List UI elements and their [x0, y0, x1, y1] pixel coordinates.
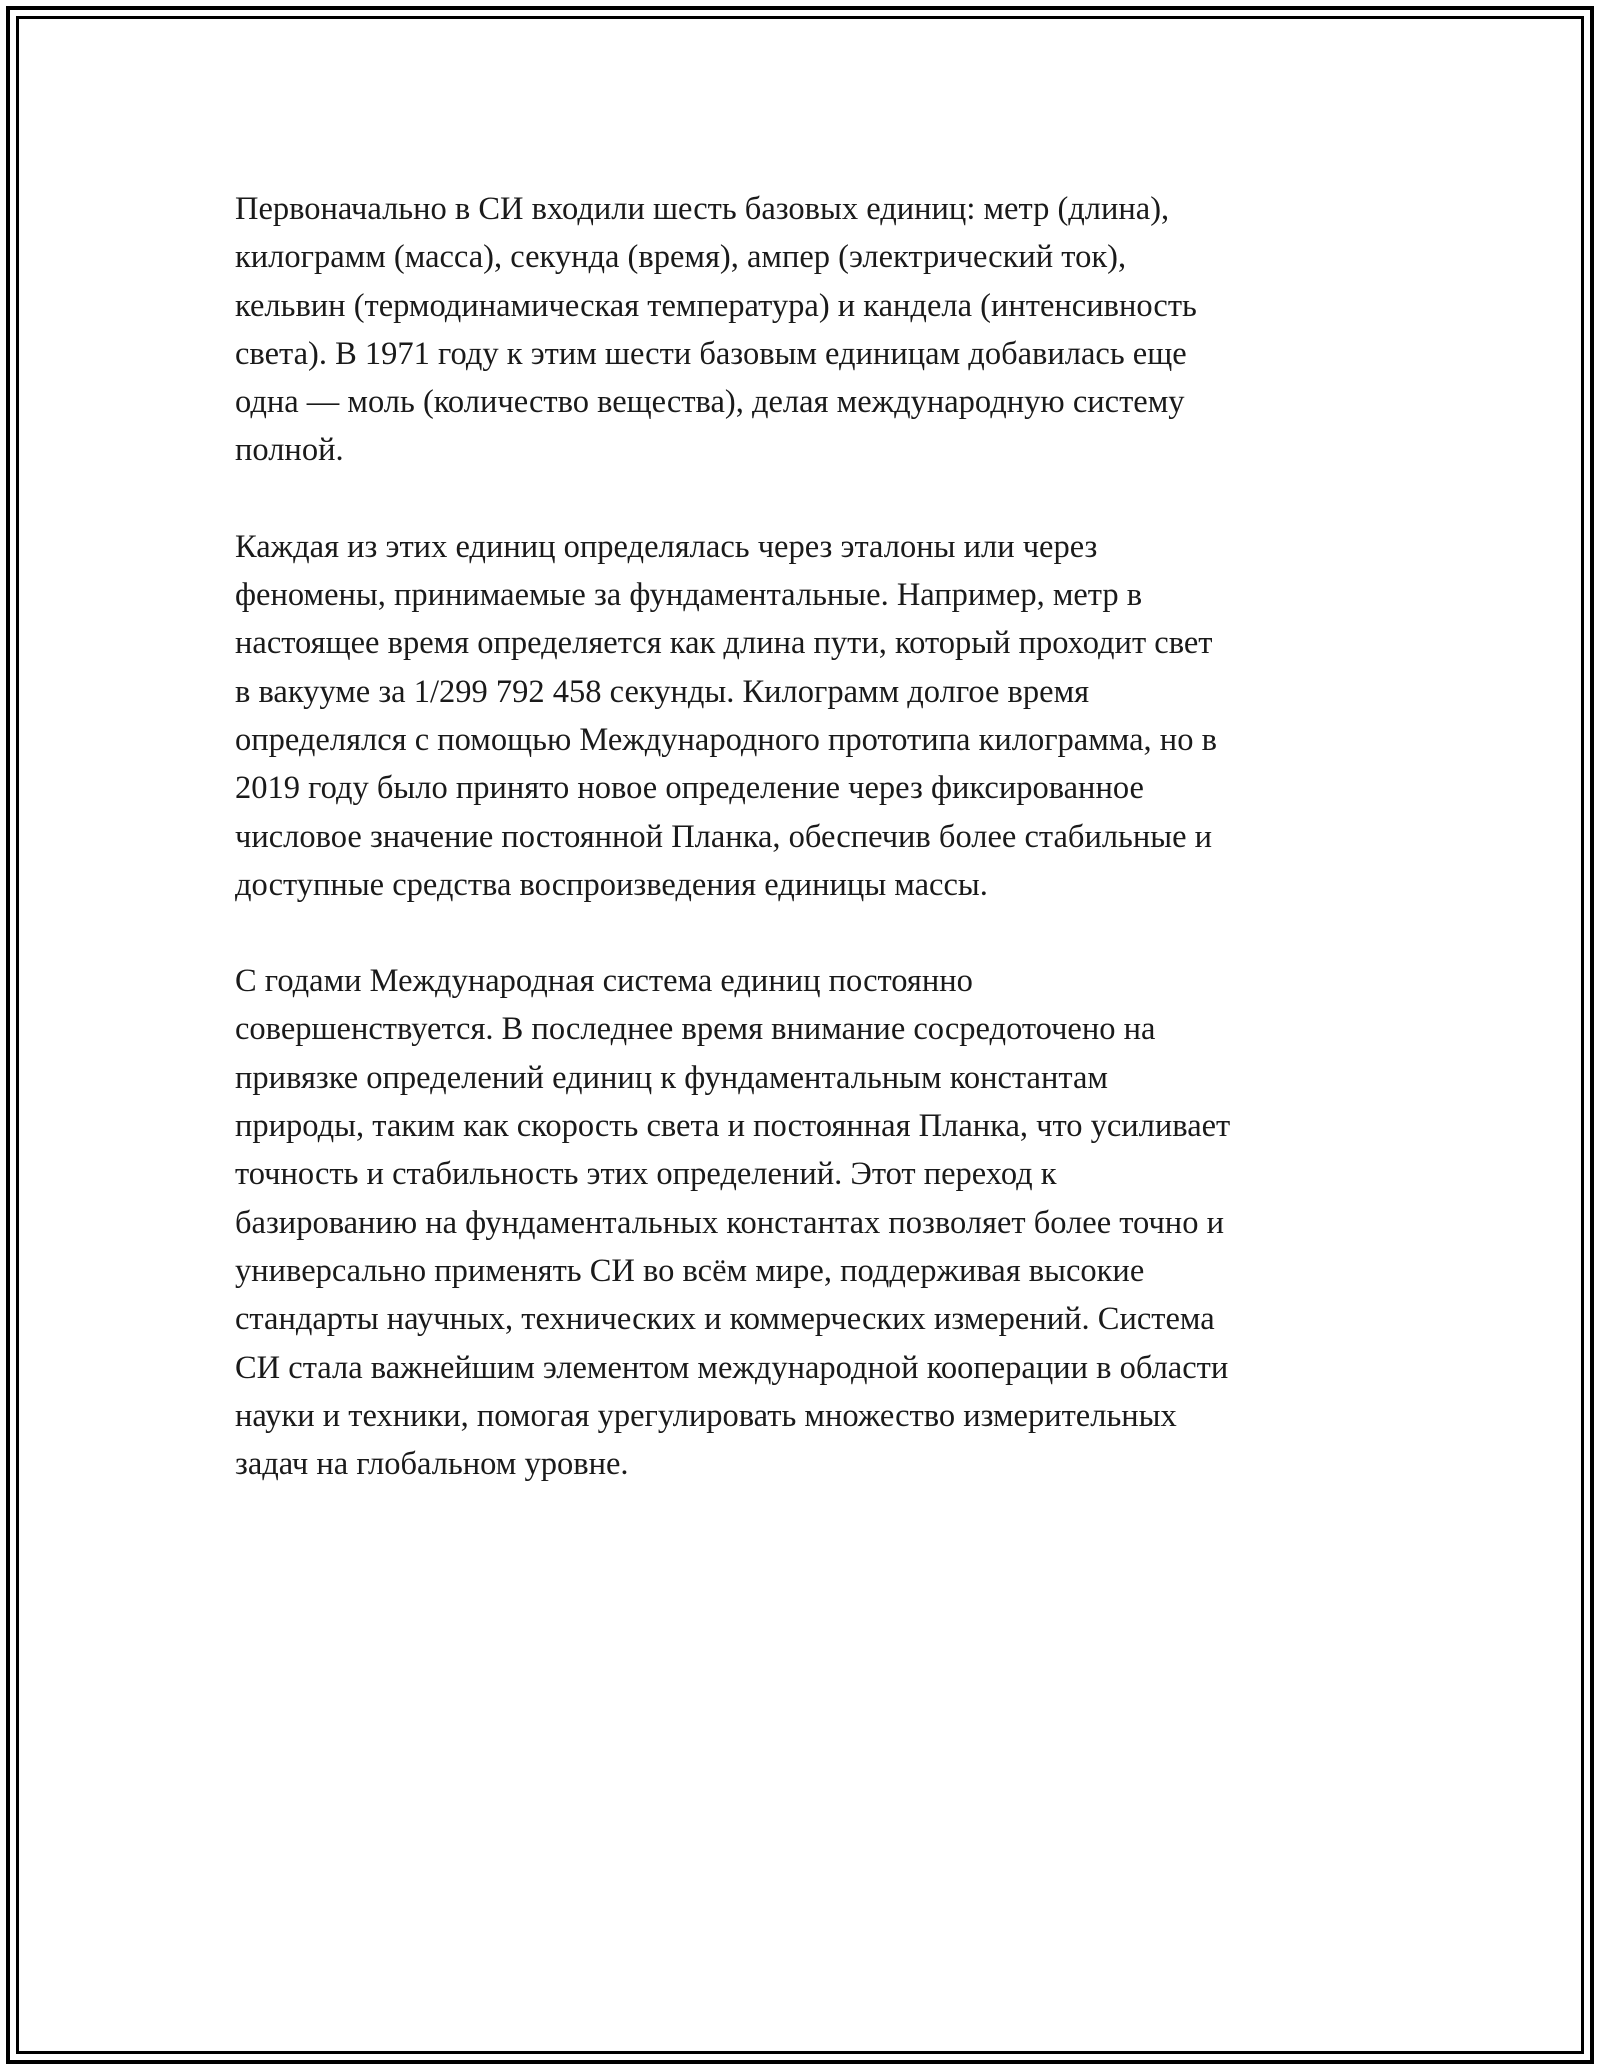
- text-line: феномены, принимаемые за фундаментальные. Например, метр в: [235, 577, 1143, 614]
- text-line: Первоначально в СИ входили шесть базовых единиц: метр (длина),: [235, 191, 1170, 227]
- text-line: С годами Международная система единиц постоянно: [235, 963, 973, 1000]
- text-line: доступные средства воспроизведения единицы массы.: [235, 866, 988, 903]
- text-line: определялся с помощью Международного прототипа килограмма, но в: [235, 721, 1217, 758]
- text-line: точность и стабильность этих определений. Этот переход к: [235, 1156, 1057, 1193]
- text-line: килограмм (масса), секунда (время), ампер (электрический ток),: [235, 239, 1127, 276]
- text-line: одна — моль (количество вещества), делая международную систему: [235, 384, 1185, 421]
- text-line: природы, таким как скорость света и постоянная Планка, что усиливает: [235, 1108, 1231, 1145]
- document-body: [235, 185, 1385, 1536]
- paragraph-2: [235, 523, 1385, 909]
- text-line: кельвин (термодинамическая температура) и кандела (интенсивность: [235, 287, 1197, 324]
- text-line: СИ стала важнейшим элементом международной кооперации в области: [235, 1349, 1229, 1386]
- text-line: в вакууме за 1/299 792 458 секунды. Килограмм долгое время: [235, 673, 1090, 710]
- text-line: света). В 1971 году к этим шести базовым единицам добавилась еще: [235, 335, 1187, 372]
- paragraph-1: [235, 185, 1385, 475]
- text-line: Каждая из этих единиц определялась через эталоны или через: [235, 528, 1098, 565]
- text-line: задач на глобальном уровне.: [235, 1446, 629, 1483]
- text-line: настоящее время определяется как длина пути, который проходит свет: [235, 625, 1213, 662]
- text-line: науки и техники, помогая урегулировать множество измерительных: [235, 1397, 1177, 1434]
- text-line: универсально применять СИ во всём мире, поддерживая высокие: [235, 1252, 1145, 1289]
- text-line: базированию на фундаментальных константах позволяет более точно и: [235, 1204, 1224, 1241]
- paragraph-3: [235, 957, 1385, 1488]
- text-line: полной.: [235, 432, 344, 469]
- text-line: привязке определений единиц к фундаментальным константам: [235, 1059, 1108, 1096]
- text-line: числовое значение постоянной Планка, обеспечив более стабильные и: [235, 818, 1213, 855]
- text-line: 2019 году было принято новое определение через фиксированное: [235, 770, 1144, 807]
- text-line: стандарты научных, технических и коммерческих измерений. Система: [235, 1301, 1215, 1338]
- text-line: совершенствуется. В последнее время внимание сосредоточено на: [235, 1011, 1156, 1048]
